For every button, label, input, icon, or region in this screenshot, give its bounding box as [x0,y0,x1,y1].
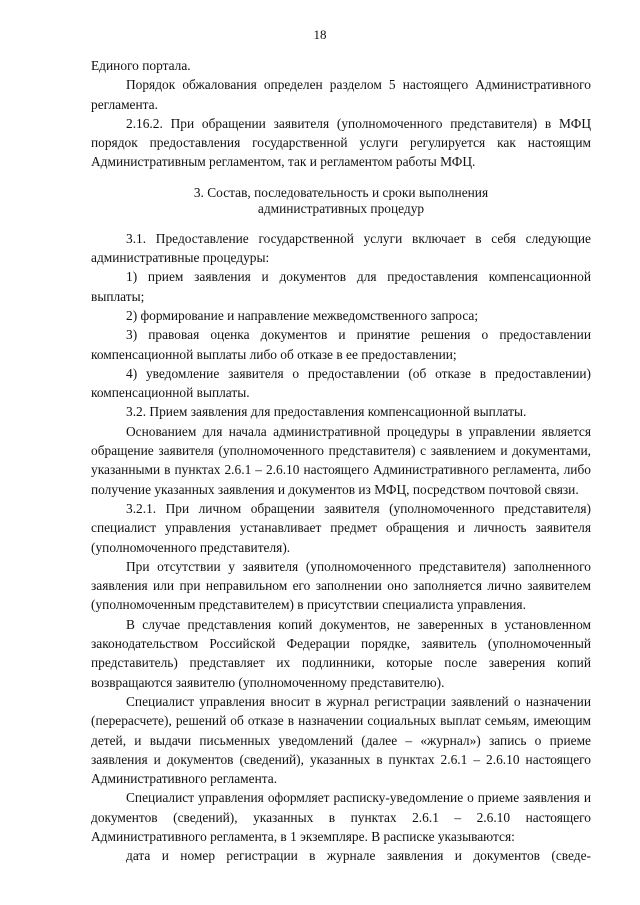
section-heading-line-1: 3. Состав, последовательность и сроки выполнения [193,184,489,200]
paragraph-portal-end: Единого портала. [91,58,191,73]
list-item-3: 3) правовая оценка документов и принятие решения о предоставлении компенсационной выплаты либо об отказе в ее предоставлении; [91,327,591,362]
paragraph-procedure-basis: Основанием для начала административной процедуры в управлении является обращение заявителя (уполномоченного представителя) с заявлением и документами, указанными в пунктах 2.6.1 – 2.6.10 настоящего Административного регламента, либо получение указанных заявления и документов из МФЦ, посредством почтовой связи. [91,423,591,497]
paragraph-appeal-order: Порядок обжалования определен разделом 5 настоящего Административного регламента. [91,77,591,112]
section-heading-line-2: административных процедур [257,200,425,216]
section-heading [91,185,591,217]
page-number: 18 [313,27,327,42]
list-item-4: 4) уведомление заявителя о предоставлении (об отказе в предоставлении) компенсационной выплаты. [91,365,591,401]
paragraph-3-2-1: 3.2.1. При личном обращении заявителя (уполномоченного представителя) специалист управления устанавливает предмет обращения и личность заявителя (уполномоченного представителя). [91,500,591,555]
paragraph-no-application: При отсутствии у заявителя (уполномоченного представителя) заполненного заявления или при неправильном его заполнении оно заполняется лично заявителем (уполномоченным представителем) в присутствии специалиста управления. [91,558,591,613]
paragraph-receipt: Специалист управления оформляет расписку-уведомление о приеме заявления и документов (сведений), указанных в пунктах 2.6.1 – 2.6.10 настоящего Административного регламента, в 1 экземпляре. В расписке указываются: [91,790,591,844]
paragraph-copies: В случае представления копий документов, не заверенных в установленном законодательством Российской Федерации порядке, заявитель (уполномоченный представитель) представляет их подлинники, которые после заверения копий возвращаются заявителю (уполномоченному представителю). [91,616,591,690]
paragraph-date-number: дата и номер регистрации в журнале заявления и документов (сведе- [126,848,591,864]
paragraph-3-2: 3.2. Прием заявления для предоставления компенсационной выплаты. [126,404,527,420]
paragraph-journal-entry: Специалист управления вносит в журнал регистрации заявлений о назначении (перерасчете), решений об отказе в назначении социальных выплат семьям, имеющим детей, и выдачи письменных уведомлений (далее – «журнал») запись о приеме заявления и документов (сведений), указанных в пунктах 2.6.1 – 2.6.10 настоящего Административного регламента. [91,693,591,787]
paragraph-2-16-2: 2.16.2. При обращении заявителя (уполномоченного представителя) в МФЦ порядок предоставления государственной услуги регулируется как настоящим Административным регламентом, так и регламентом работы МФЦ. [91,115,591,170]
paragraph-3-1: 3.1. Предоставление государственной услуги включает в себя следующие административные процедуры: [91,230,591,266]
document-body [91,56,591,866]
list-item-1: 1) прием заявления и документов для предоставления компенсационной выплаты; [91,269,591,304]
list-item-2: 2) формирование и направление межведомственного запроса; [126,307,479,323]
